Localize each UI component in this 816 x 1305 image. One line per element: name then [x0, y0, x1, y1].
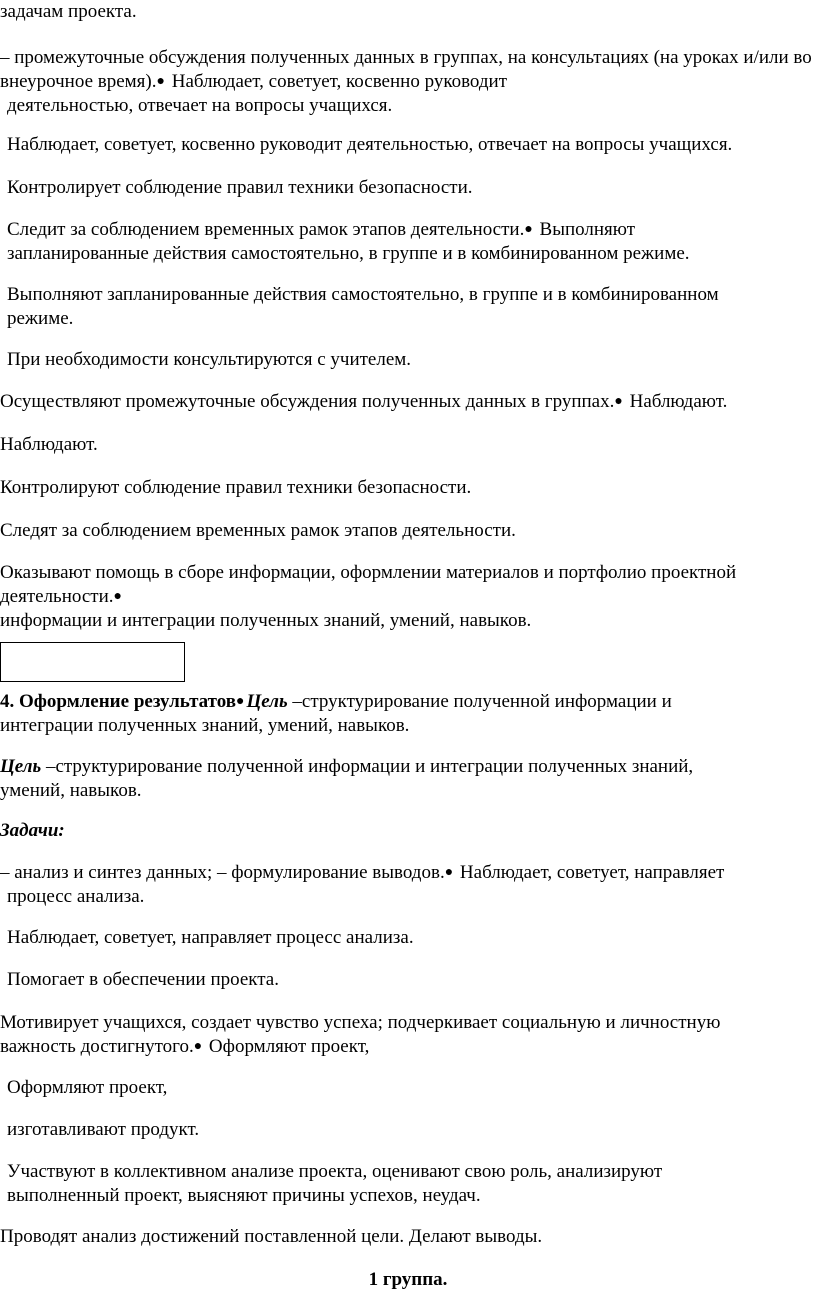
paragraph-goal [0, 755, 816, 803]
text: Выполняют [539, 219, 636, 240]
text: выполненный проект, выясняют причины успехов, неудач. [7, 1185, 481, 1206]
text: Наблюдает, советует, косвенно руководит [171, 71, 508, 92]
text: Проводят анализ достижений поставленной цели. Делают выводы. [0, 1226, 543, 1247]
text: Контролирует соблюдение правил техники безопасности. [7, 177, 473, 198]
section-results-heading [0, 690, 816, 738]
paragraph-consult-teacher [0, 348, 816, 372]
paragraph-analysis-synthesis [0, 861, 816, 909]
bullet-icon: ● [113, 589, 122, 604]
paragraph-follow-timeframes-plural [0, 519, 816, 543]
text: Следит за соблюдением временных рамок этапов деятельности. [7, 219, 525, 240]
paragraph-conclusions [0, 1225, 816, 1249]
text: Следят за соблюдением временных рамок этапов деятельности. [0, 520, 516, 541]
text: –структурирование полученной информации и [287, 691, 672, 712]
text: Участвуют в коллективном анализе проекта, оценивают свою роль, анализируют [7, 1161, 663, 1182]
text: интеграции полученных знаний, умений, навыков. [0, 715, 410, 736]
text: Помогает в обеспечении проекта. [7, 969, 279, 990]
paragraph-follows-timeframes [0, 218, 816, 266]
text: При необходимости консультируются с учителем. [7, 349, 412, 370]
paragraph-carry-out-discussions [0, 390, 816, 414]
text: Наблюдает, советует, направляет процесс анализа. [7, 927, 414, 948]
text: режиме. [7, 308, 74, 329]
text: Наблюдает, советует, направляет [459, 862, 725, 883]
text: Оформляют проект, [7, 1077, 168, 1098]
bullet-icon: ● [614, 394, 623, 409]
text: информации и интеграции полученных знаний, умений, навыков. [0, 610, 532, 631]
text: – анализ и синтез данных; – формулирование выводов. [0, 862, 445, 883]
text: деятельности. [0, 586, 114, 607]
text: –структурирование полученной информации и интеграции полученных знаний, [41, 756, 694, 777]
tasks-label [0, 819, 816, 843]
text: Контролируют соблюдение правил техники безопасности. [0, 477, 472, 498]
text: Осуществляют промежуточные обсуждения полученных данных в группах. [0, 391, 615, 412]
text: – промежуточные обсуждения полученных данных в группах, на консультациях (на уроках и/или во внеурочное время). [0, 47, 812, 92]
section-title: 4. Оформление результатов [0, 691, 237, 712]
paragraph-helps-project [0, 968, 816, 992]
paragraph-control-safety-plural [0, 476, 816, 500]
text: Оформляют проект, [208, 1036, 370, 1057]
text: задачам проекта. [0, 1, 137, 22]
text: Мотивирует учащихся, создает чувство успеха; подчеркивает социальную и личностную [0, 1012, 721, 1033]
goal-label: Цель [246, 691, 288, 712]
paragraph-design-project [0, 1076, 816, 1100]
text: Наблюдает, советует, косвенно руководит деятельностью, отвечает на вопросы учащихся. [7, 134, 733, 155]
text: Выполняют запланированные действия самостоятельно, в группе и в комбинированном [7, 284, 719, 305]
text: деятельностью, отвечает на вопросы учащихся. [7, 95, 393, 116]
paragraph-perform-actions [0, 283, 816, 331]
bullet-icon: ● [444, 865, 454, 880]
paragraph-tasks-end [0, 0, 816, 24]
text: Оказывают помощь в сборе информации, оформлении материалов и портфолио проектной [0, 562, 737, 583]
group-heading [0, 1268, 816, 1292]
text: процесс анализа. [7, 886, 145, 907]
paragraph-observe [0, 433, 816, 457]
paragraph-observes-advises [0, 133, 816, 157]
text: умений, навыков. [0, 780, 142, 801]
text: запланированные действия самостоятельно, в группе и в комбинированном режиме. [7, 243, 690, 264]
text: Наблюдают. [629, 391, 728, 412]
text: Задачи: [0, 820, 65, 841]
text: изготавливают продукт. [7, 1119, 200, 1140]
text: важность достигнутого. [0, 1036, 194, 1057]
bullet-icon: ● [193, 1039, 203, 1054]
paragraph-intermediate-discussions [0, 46, 816, 118]
text: Наблюдают. [0, 434, 98, 455]
paragraph-controls-safety [0, 176, 816, 200]
text: 1 группа. [368, 1269, 448, 1290]
empty-table-cell [0, 642, 185, 682]
paragraph-provide-help [0, 561, 816, 633]
paragraph-make-product [0, 1118, 816, 1142]
paragraph-collective-analysis [0, 1160, 816, 1208]
paragraph-motivates [0, 1011, 816, 1059]
paragraph-directs-analysis [0, 926, 816, 950]
goal-label: Цель [0, 756, 42, 777]
bullet-icon: ● [236, 694, 245, 709]
bullet-icon: ● [524, 222, 533, 237]
bullet-icon: ● [156, 74, 165, 89]
